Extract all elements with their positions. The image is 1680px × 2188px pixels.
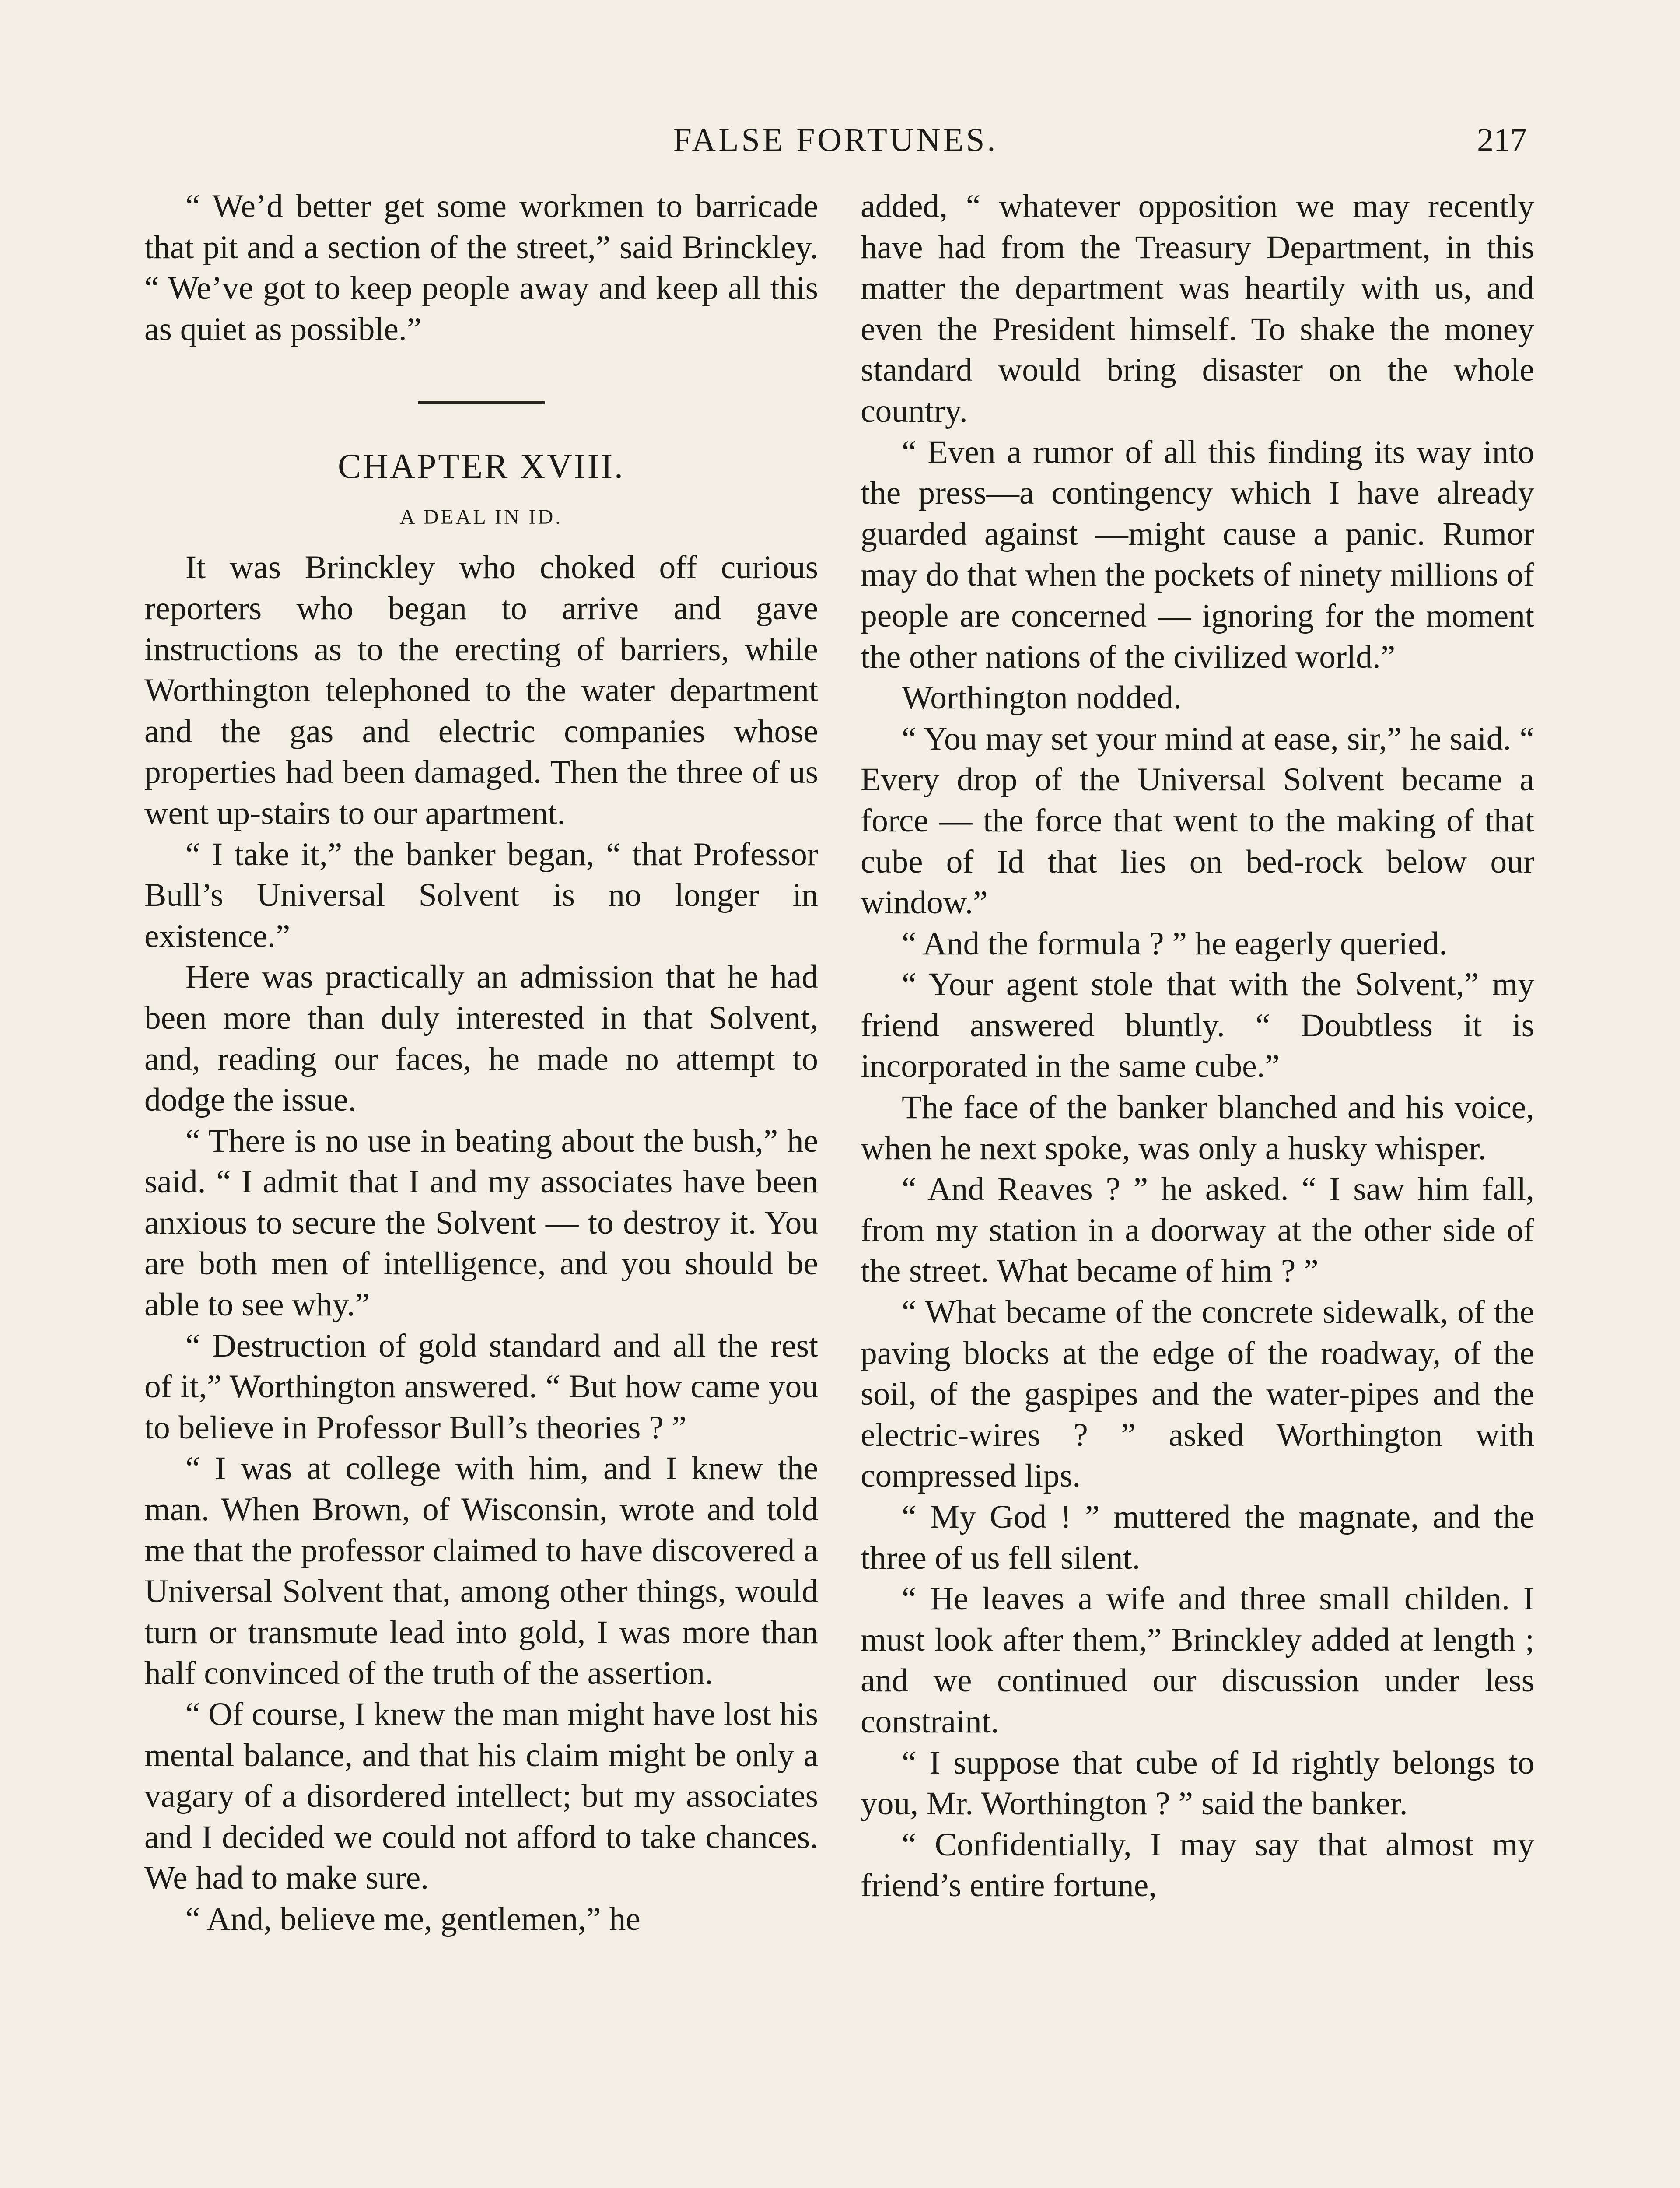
paragraph: “ And, believe me, gentlemen,” he [186,1900,640,1937]
paragraph: “ There is no use in beating about the bush,” he said. “ I admit that I and my associates have been anxious to secure the Solvent — to destroy it. You are both men of intelligence, and you should be able to see why.” [144,1122,818,1323]
chapter-title: CHAPTER XVIII. [338,447,625,486]
page-number: 217 [1477,122,1527,158]
chapter-subtitle: A DEAL IN ID. [399,505,563,529]
page-header [144,114,1527,166]
paragraph: It was Brinckley who choked off curious reporters who began to arrive and gave instructions as to the erecting of barriers, while Worthington telephoned to the water department and the gas and electric companies whose properties had been damaged. Then the three of us went up-stairs to our apartment. [144,549,818,831]
paragraph: “ He leaves a wife and three small childen. I must look after them,” Brinckley added at length ; and we continued our discussion under less constraint. [861,1581,1534,1740]
paragraph: “ What became of the concrete sidewalk, of the paving blocks at the edge of the roadway, of the soil, of the gaspipes and the water-pipes and the electric-wires ? ” asked Worthington with compressed lips. [861,1294,1534,1494]
right-column [861,186,1534,1906]
paragraph: added, “ whatever opposition we may recently have had from the Treasury Department, in this matter the department was heartily with us, and even the President himself. To shake the money standard would bring disaster on the whole country. [861,188,1534,429]
paragraph: Worthington nodded. [902,680,1182,716]
paragraph: “ My God ! ” muttered the magnate, and the three of us fell silent. [861,1499,1534,1576]
paragraph: “ Of course, I knew the man might have lost his mental balance, and that his claim might be only a vagary of a disordered intellect; but my associates and I decided we could not afford to take chances. We had to make sure. [144,1696,818,1897]
paragraph: Here was practically an admission that he had been more than duly interested in that Solvent, and, reading our faces, he made no attempt to dodge the issue. [144,959,818,1119]
paragraph: “ Your agent stole that with the Solvent,” my friend answered bluntly. “ Doubtless it is incorporated in the same cube.” [861,966,1534,1085]
paragraph: “ And the formula ? ” he eagerly queried. [902,925,1448,962]
section-divider [418,401,545,404]
paragraph: “ I suppose that cube of Id rightly belongs to you, Mr. Worthington ? ” said the banker. [861,1744,1534,1822]
paragraph: “ We’d better get some workmen to barricade that pit and a section of the street,” said Brinckley. “ We’ve got to keep people away and keep all this as quiet as possible.” [144,188,818,347]
paragraph: “ Confidentially, I may say that almost my friend’s entire fortune, [861,1826,1534,1904]
paragraph: “ And Reaves ? ” he asked. “ I saw him fall, from my station in a doorway at the other side of the street. What became of him ? ” [861,1171,1534,1290]
running-title: FALSE FORTUNES. [673,122,998,158]
paragraph: “ You may set your mind at ease, sir,” he said. “ Every drop of the Universal Solvent became a force — the force that went to the making of that cube of Id that lies on bed-rock below our window.” [861,720,1534,921]
paragraph: “ I was at college with him, and I knew the man. When Brown, of Wisconsin, wrote and told me that the professor claimed to have discovered a Universal Solvent that, among other things, would turn or transmute lead into gold, I was more than half convinced of the truth of the assertion. [144,1450,818,1692]
paragraph: “ Destruction of gold standard and all the rest of it,” Worthington answered. “ But how came you to believe in Professor Bull’s theories ? ” [144,1327,818,1446]
paragraph: “ I take it,” the banker began, “ that Professor Bull’s Universal Solvent is no longer in existence.” [144,836,818,954]
paragraph: “ Even a rumor of all this finding its way into the press—a contingency which I have already guarded against —might cause a panic. Rumor may do that when the pockets of ninety millions of people are concerned — ignoring for the moment the other nations of the civilized world.” [861,434,1534,675]
left-column [144,186,818,1940]
paragraph: The face of the banker blanched and his voice, when he next spoke, was only a husky whisper. [861,1089,1534,1167]
